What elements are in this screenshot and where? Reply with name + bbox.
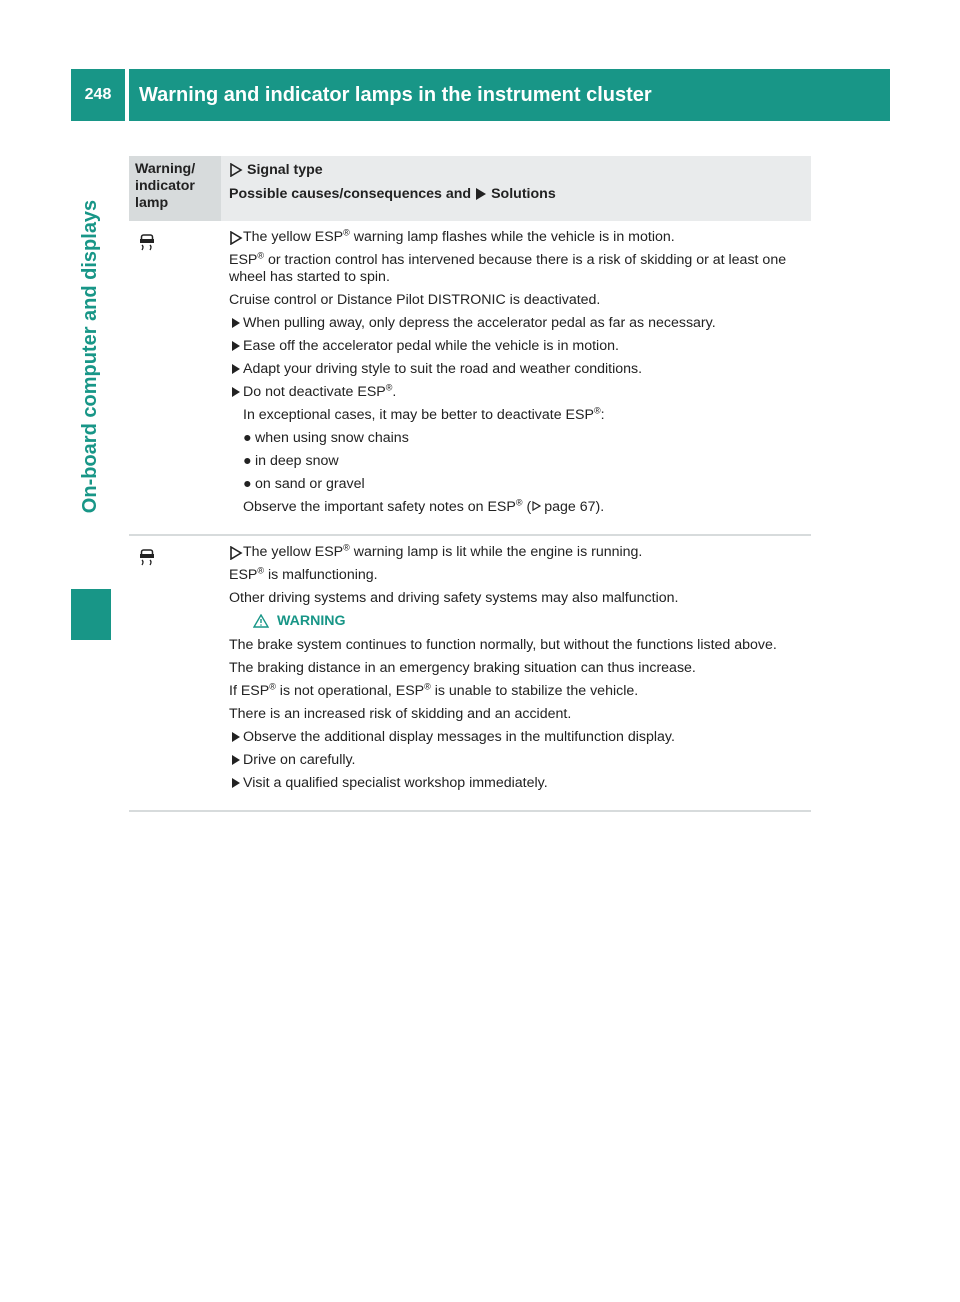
table-header (129, 156, 811, 221)
exception-text: In exceptional cases, it may be better to deactivate ESP®: (243, 405, 605, 423)
solution-step: Visit a qualified specialist workshop immediately. (229, 775, 811, 792)
list-item: ● in deep snow (243, 453, 339, 469)
header-lamp-column: Warning/ indicator lamp (129, 156, 221, 221)
page-reference-icon (532, 501, 541, 511)
header-signal-type: Signal type (247, 162, 323, 178)
consequence-text: Cruise control or Distance Pilot DISTRONIC is deactivated. (229, 292, 601, 308)
signal-type-icon (229, 544, 243, 560)
warning-text: If ESP® is not operational, ESP® is unable to stabilize the vehicle. (229, 681, 639, 699)
description-cell (221, 544, 811, 798)
signal-type-icon (229, 163, 243, 177)
solution-step: Drive on carefully. (229, 752, 811, 769)
bullet-icon: ● (243, 430, 252, 446)
consequence-text: Other driving systems and driving safety systems may also malfunction. (229, 590, 679, 606)
solution-step: Observe the additional display messages in the multifunction display. (229, 729, 811, 746)
bullet-icon: ● (243, 476, 252, 492)
solution-step: Ease off the accelerator pedal while the vehicle is in motion. (229, 338, 811, 355)
action-arrow-icon (229, 338, 243, 352)
lamp-cell (129, 544, 221, 798)
cause-text: ESP® or traction control has intervened because there is a risk of skidding or at least one wheel has started to spin. (229, 250, 787, 285)
table-row (129, 221, 811, 536)
action-arrow-icon (229, 775, 243, 789)
header-solutions: Solutions (491, 186, 556, 202)
header-causes: Possible causes/consequences and (229, 186, 472, 202)
lamp-cell (129, 229, 221, 522)
action-arrow-icon (229, 315, 243, 329)
solution-step: When pulling away, only depress the accelerator pedal as far as necessary. (229, 315, 811, 332)
page-number: 248 (71, 69, 125, 121)
solutions-arrow-icon (475, 187, 487, 201)
cause-text: ESP® is malfunctioning. (229, 565, 378, 583)
list-item: ● when using snow chains (243, 430, 409, 446)
warning-text: The braking distance in an emergency braking situation can thus increase. (229, 660, 696, 676)
table-row (129, 536, 811, 812)
chapter-side-tab (71, 121, 111, 591)
page-title: Warning and indicator lamps in the instrument cluster (129, 69, 890, 121)
signal-description: The yellow ESP® warning lamp flashes while the vehicle is in motion. (229, 229, 811, 246)
description-cell (221, 229, 811, 522)
list-item: ● on sand or gravel (243, 476, 365, 492)
action-arrow-icon (229, 361, 243, 375)
signal-description: The yellow ESP® warning lamp is lit while the engine is running. (229, 544, 811, 561)
observe-note: Observe the important safety notes on ESP® ( page 67). (243, 497, 605, 515)
bullet-icon: ● (243, 453, 252, 469)
action-arrow-icon (229, 729, 243, 743)
solution-step: Adapt your driving style to suit the road and weather conditions. (229, 361, 811, 378)
warning-heading: WARNING (253, 613, 811, 629)
page-reference-link[interactable]: page 67 (544, 499, 596, 515)
warning-triangle-icon (253, 614, 269, 628)
signal-type-icon (229, 229, 243, 245)
chapter-label: On-board computer and displays (79, 199, 102, 513)
warning-text: The brake system continues to function normally, but without the functions listed above. (229, 637, 777, 653)
esp-skid-icon (139, 233, 155, 251)
esp-skid-icon (139, 548, 155, 566)
action-arrow-icon (229, 384, 243, 398)
solution-step: Do not deactivate ESP®. (229, 384, 811, 401)
header-main-column (221, 156, 556, 221)
chapter-marker-block (71, 589, 111, 640)
action-arrow-icon (229, 752, 243, 766)
warning-lamp-table (129, 156, 811, 812)
warning-text: There is an increased risk of skidding and an accident. (229, 706, 572, 722)
